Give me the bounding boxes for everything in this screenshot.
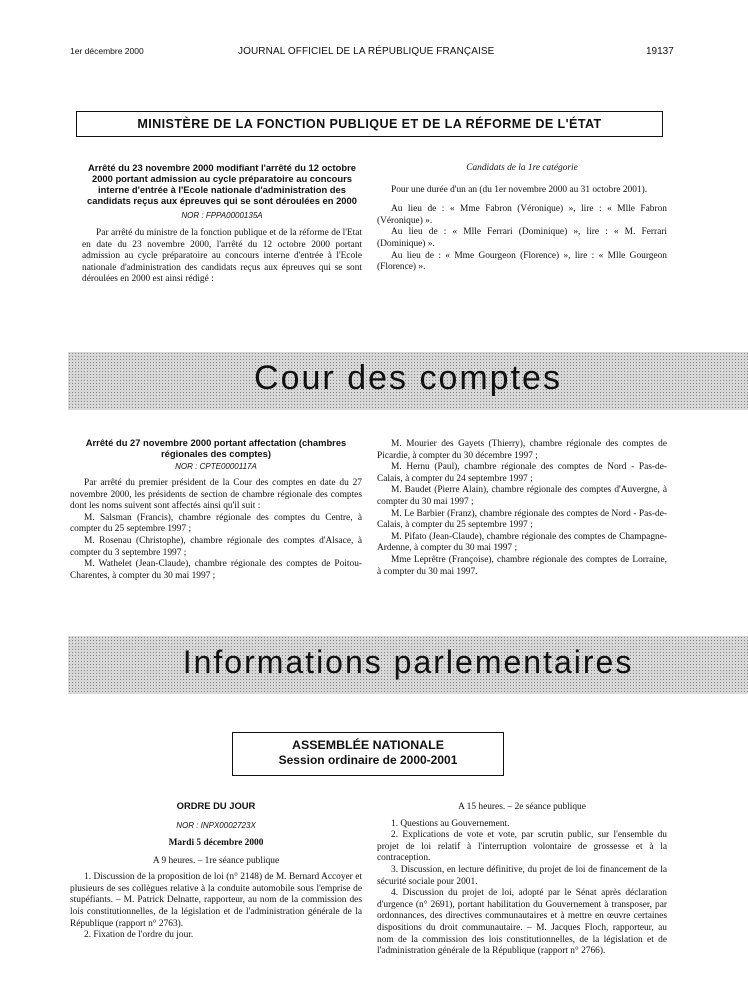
cour-right-para: Mme Leprêtre (Françoise), chambre régionale des comptes de Lorraine, à compter du 30 mai 1997. bbox=[377, 554, 667, 577]
cour-right-para: M. Mourier des Gayets (Thierry), chambre régionale des comptes de Picardie, à compter du 30 décembre 1997 ; bbox=[377, 439, 667, 461]
ministry-left-column bbox=[82, 162, 362, 286]
cour-right-para: M. Le Barbier (Franz), chambre régionale des comptes de Nord - Pas-de-Calais, à compter du 25 septembre 1997 ; bbox=[377, 508, 667, 531]
ministry-right-para: Au lieu de : « Mlle Ferrari (Dominique) », lire : « M. Ferrari (Dominique) ». bbox=[377, 227, 667, 249]
left-seance: A 9 heures. – 1re séance publique bbox=[152, 855, 280, 866]
ordre-du-jour-title: ORDRE DU JOUR bbox=[176, 800, 256, 811]
cour-left-para: M. Salsman (Francis), chambre régionale des comptes du Centre, à compter du 25 septembre 1997 ; bbox=[70, 512, 362, 535]
cour-nor: NOR : CPTE0000117A bbox=[175, 462, 257, 471]
ordre-item: 3. Discussion, en lecture définitive, du projet de loi de financement de la sécurité sociale pour 2001. bbox=[377, 864, 667, 887]
cour-des-comptes-banner-title: Cour des comptes bbox=[254, 359, 562, 397]
ministry-arrete-title: Arrêté du 23 novembre 2000 modifiant l'arrêté du 12 octobre 2000 portant admission au cycle préparatoire au concours interne d'entrée à l'Ecole nationale d'administration des candidats reçus aux épreuves qui se sont déroulées en 2000 bbox=[87, 162, 357, 206]
ministry-title-box bbox=[76, 111, 663, 137]
cour-right-para: M. Pifato (Jean-Claude), chambre régionale des comptes de Champagne-Ardenne, à compter du 30 mai 1997 ; bbox=[377, 531, 667, 554]
header-page-number: 19137 bbox=[646, 46, 674, 57]
informations-parlementaires-banner-title: Informations parlementaires bbox=[182, 644, 634, 680]
ordre-item: 2. Fixation de l'ordre du jour. bbox=[84, 930, 194, 941]
ministry-right-heading: Candidats de la 1re catégorie bbox=[466, 163, 578, 173]
cour-arrete-title: Arrêté du 27 novembre 2000 portant affectation (chambres régionales des comptes) bbox=[85, 437, 347, 459]
header-date: 1er décembre 2000 bbox=[70, 46, 144, 56]
header-title: JOURNAL OFFICIEL DE LA RÉPUBLIQUE FRANÇAISE bbox=[238, 46, 495, 57]
session-title: Session ordinaire de 2000-2001 bbox=[278, 753, 458, 767]
ministry-title: MINISTÈRE DE LA FONCTION PUBLIQUE ET DE LA RÉFORME DE L'ÉTAT bbox=[137, 117, 602, 131]
ministry-body: Par arrêté du ministre de la fonction publique et de la réforme de l'Etat en date du 23 novembre 2000, l'arrêté du 12 octobre 2000 portant admission au cycle préparatoire au concours interne d'entrée à l'Ecole nationale d'administration des candidats reçus aux épreuves qui se sont déroulées en 2000 est ainsi rédigé : bbox=[82, 228, 362, 285]
cour-left-para: M. Rosenau (Christophe), chambre régionale des comptes d'Alsace, à compter du 3 septembre 1997 ; bbox=[70, 535, 362, 558]
ministry-right-para: Au lieu de : « Mme Gourgeon (Florence) », lire : « Mlle Gourgeon (Florence) ». bbox=[377, 250, 667, 273]
ordre-item: 4. Discussion du projet de loi, adopté par le Sénat après déclaration d'urgence (n° 2691), portant habilitation du Gouvernement à transposer, par ordonnances, des directives communautaires et à mettre en œuvre certaines dispositions du droit communautaire. – M. Jacques Floch, rapporteur, au nom de la commission des lois constitutionnelles, de la législation et de l'administration générale de la République (rapport n° 2766). bbox=[377, 888, 667, 957]
cour-left-para: M. Wathelet (Jean-Claude), chambre régionale des comptes de Poitou-Charentes, à compter du 30 mai 1997 ; bbox=[70, 559, 362, 581]
ministry-right-para: Au lieu de : « Mme Fabron (Véronique) », lire : « Mlle Fabron (Véronique) ». bbox=[377, 204, 667, 226]
info-right-column bbox=[377, 802, 667, 958]
cour-right-para: M. Hernu (Paul), chambre régionale des comptes de Nord - Pas-de-Calais, à compter du 24 septembre 1997 ; bbox=[377, 462, 667, 484]
cour-left-para: Par arrêté du premier président de la Cour des comptes en date du 27 novembre 2000, les présidents de section de chambre régionale des comptes dont les noms suivent sont affectés ainsi qu'il suit : bbox=[70, 478, 362, 512]
info-left-column bbox=[70, 800, 362, 942]
cour-right-para: M. Baudet (Pierre Alain), chambre régionale des comptes d'Auvergne, à compter du 30 mai 1997 ; bbox=[377, 485, 667, 507]
ministry-right-para: Pour une durée d'un an (du 1er novembre 2000 au 31 octobre 2001). bbox=[391, 184, 648, 195]
ministry-nor: NOR : FPPA0000135A bbox=[181, 211, 263, 220]
informations-parlementaires-banner bbox=[68, 636, 748, 694]
assemblee-nationale-box bbox=[232, 732, 504, 776]
assemblee-title: ASSEMBLÉE NATIONALE bbox=[292, 738, 444, 752]
ordre-item: 1. Discussion de la proposition de loi (n° 2148) de M. Bernard Accoyer et plusieurs de ses collègues relative à la conduite automobile sous l'emprise de stupéfiants. – M. Patrick Delnatte, rapporteur, au nom de la commission des lois constitutionnelles, de la législation et de l'administration générale de la République (rapport n° 2763). bbox=[70, 872, 362, 929]
ordre-item: 1. Questions au Gouvernement. bbox=[391, 818, 510, 829]
ordre-date: Mardi 5 décembre 2000 bbox=[168, 838, 264, 848]
ordre-item: 2. Explications de vote et vote, par scrutin public, sur l'ensemble du projet de loi relatif à l'interruption volontaire de grossesse et à la contraception. bbox=[377, 830, 667, 864]
cour-left-column bbox=[70, 437, 362, 582]
info-nor: NOR : INPX0002723X bbox=[176, 821, 256, 830]
cour-des-comptes-banner bbox=[68, 352, 748, 410]
ministry-right-column bbox=[377, 163, 667, 274]
right-seance: A 15 heures. – 2e séance publique bbox=[458, 802, 586, 812]
cour-right-column bbox=[377, 439, 667, 578]
